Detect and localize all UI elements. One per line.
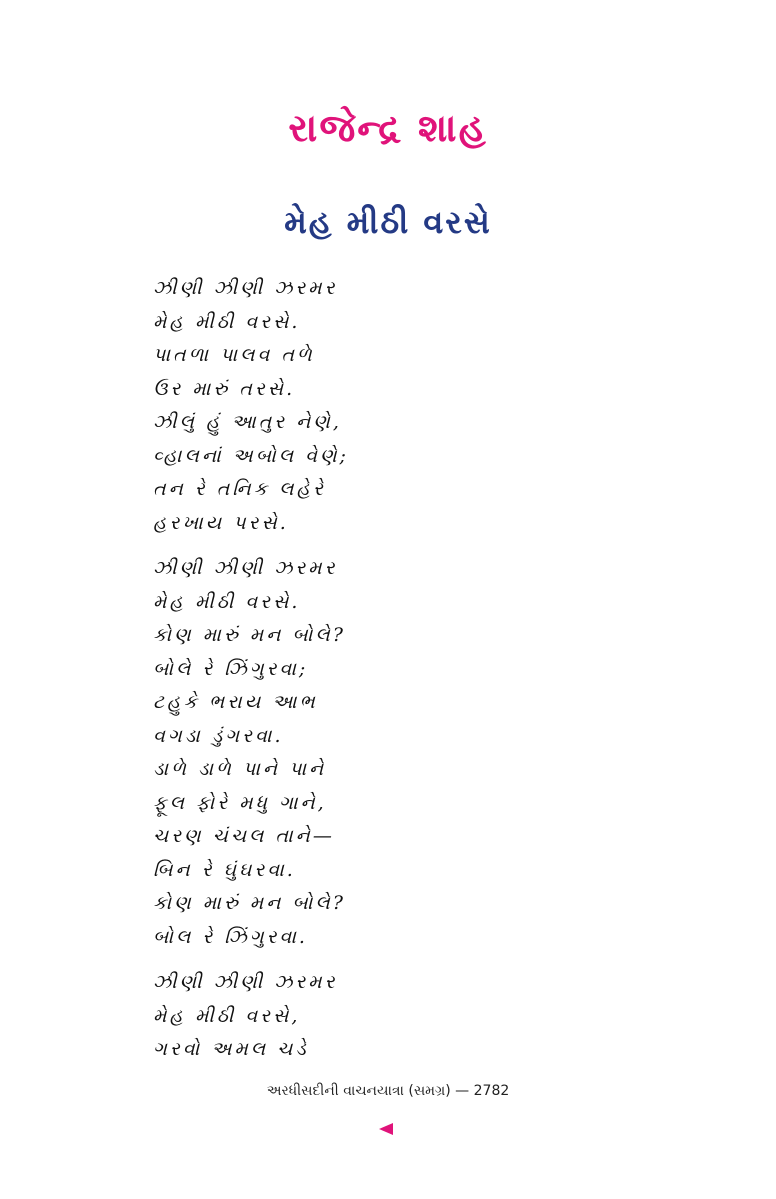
poem-line: ઝીણી ઝીણી ઝરમર	[153, 557, 338, 579]
poem-line: ઝીણી ઝીણી ઝરમર	[153, 971, 338, 993]
author-name: રાજેન્દ્ર શાહ	[288, 106, 488, 150]
poem-line: પાતળા પાલવ તળે	[153, 344, 315, 366]
poem-line: મેહ મીઠી વરસે,	[153, 1004, 301, 1027]
poem-line: હરખાય પરસે.	[153, 511, 289, 534]
poem-line: ગરવો અમલ ચડે	[153, 1038, 309, 1060]
poem-line: તન રે તનિક લહેરે	[153, 478, 326, 500]
poem-line: કોણ મારું મન બોલે?	[153, 624, 346, 646]
poem-title: મેહ મીઠી વરસે	[284, 203, 492, 241]
poem-line: મેહ મીઠી વરસે.	[153, 590, 301, 613]
poem-line: મેહ મીઠી વરસે.	[153, 310, 301, 333]
stanza	[153, 966, 673, 1067]
stanza	[153, 552, 673, 954]
poem-line: ફૂલ ફોરે મધુ ગાને,	[153, 791, 327, 814]
poem-body	[153, 272, 673, 1079]
poem-line: ટહુકે ભરાય આભ	[153, 691, 318, 713]
poem-line: કોણ મારું મન બોલે?	[153, 892, 346, 914]
stanza	[153, 272, 673, 540]
poem-line: ઝીણી ઝીણી ઝરમર	[153, 277, 338, 299]
poem-line: વ્હાલનાં અબોલ વેણે;	[153, 444, 349, 467]
poem-line: બોલ રે ઝિંગુરવા.	[153, 925, 308, 948]
poem-line: બોલે રે ઝિંગુરવા;	[153, 657, 309, 680]
poem-line: ડાળે ડાળે પાને પાને	[153, 758, 327, 780]
triangle-left-icon[interactable]	[379, 1123, 393, 1135]
poem-line: બિન રે ઘુંઘરવા.	[153, 858, 296, 881]
page-footer: અરધીસદીની વાચનયાત્રા (સમગ્ર) — 2782	[266, 1083, 510, 1099]
poem-line: વગડા ડુંગરવા.	[153, 724, 284, 747]
poem-line: ચરણ ચંચલ તાને—	[153, 825, 335, 847]
poem-line: ઉર મારું તરસે.	[153, 377, 296, 400]
poem-line: ઝીલું હું આતુર નેણે,	[153, 411, 342, 433]
